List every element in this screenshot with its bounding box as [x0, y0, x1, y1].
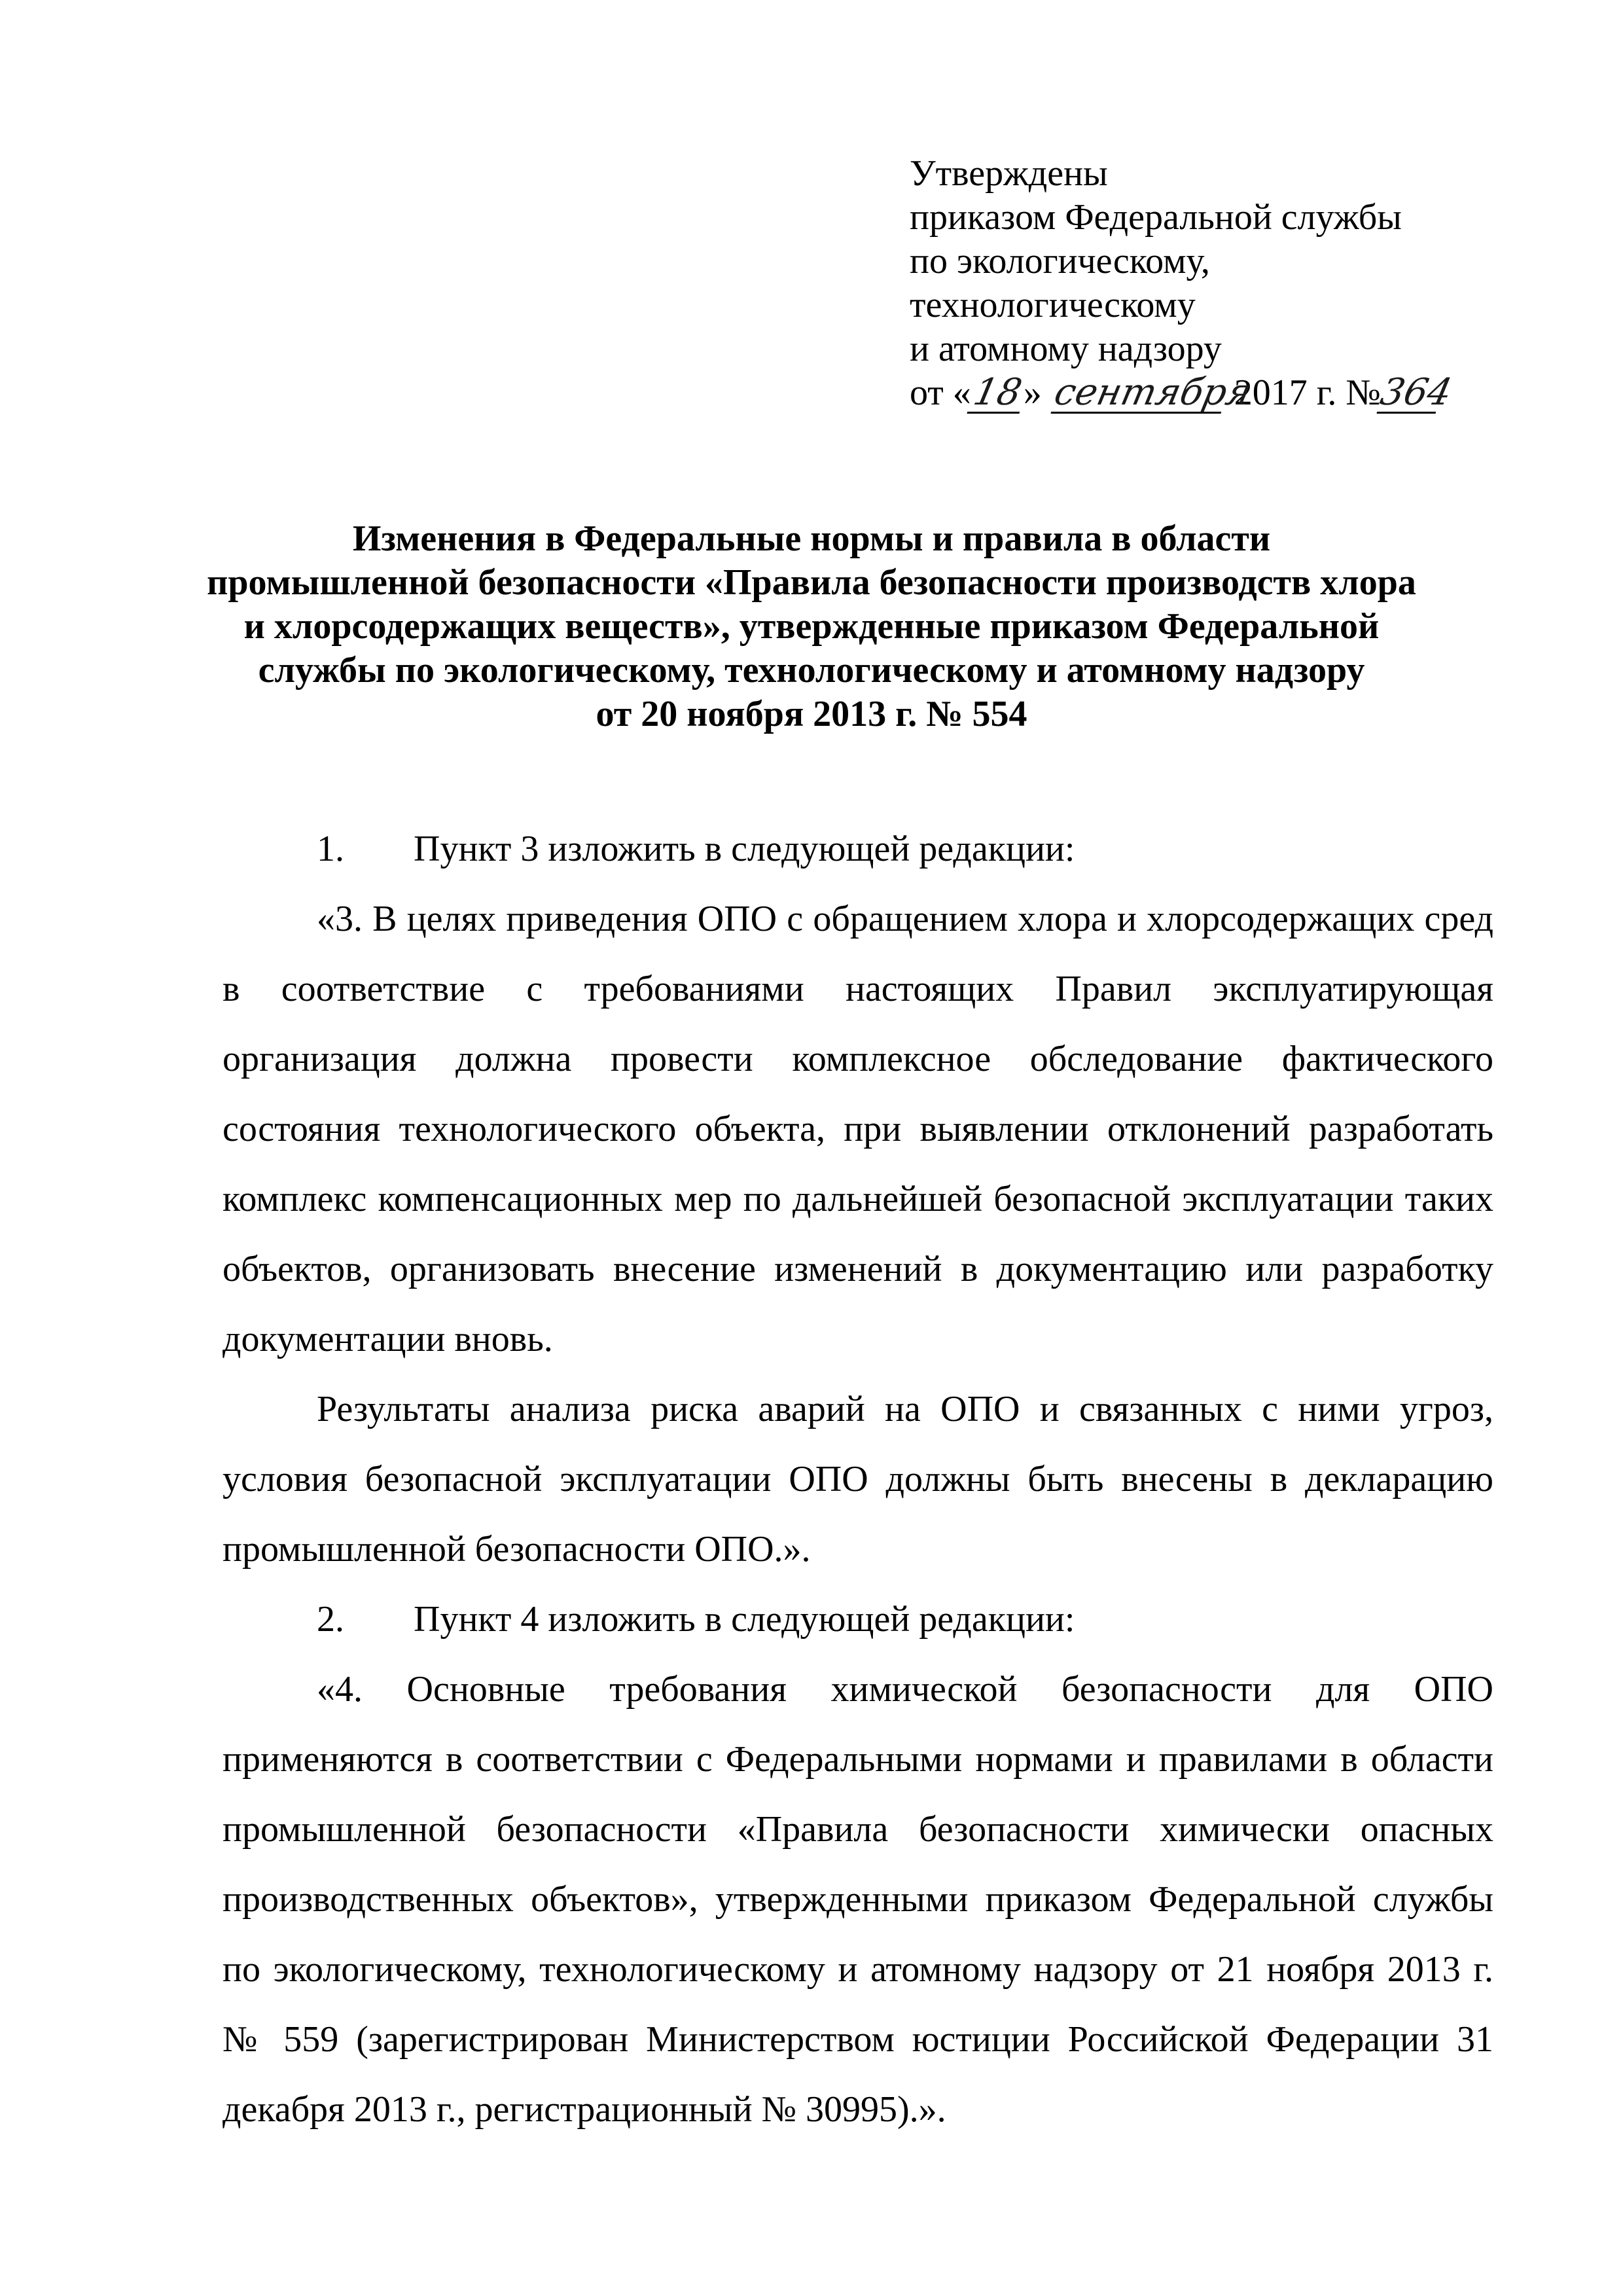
item-number: 2. — [317, 1599, 344, 1640]
title-line: Изменения в Федеральные нормы и правила в области — [352, 518, 1271, 559]
date-mid: » — [1023, 372, 1042, 413]
approval-line: и атомному надзору — [910, 329, 1222, 369]
date-year: 2017 г. № — [1234, 372, 1381, 413]
approval-block — [910, 152, 1564, 415]
approval-line: технологическому — [910, 285, 1196, 325]
amendment-item — [223, 814, 1493, 1585]
title-line: и хлорсодержащих веществ», утвержденные приказом Федеральной — [243, 606, 1380, 647]
approval-line: по экологическому, — [910, 241, 1210, 281]
item-heading-text: Пункт 3 изложить в следующей редакции: — [414, 829, 1075, 869]
approval-line: приказом Федеральной службы — [910, 197, 1402, 238]
item-heading-text: Пункт 4 изложить в следующей редакции: — [414, 1599, 1075, 1640]
title-line: от 20 ноября 2013 г. № 554 — [596, 694, 1027, 734]
paragraph: «3. В целях приведения ОПО с обращением хлора и хлорсодержащих сред в соответствие с требованиями настоящих Правил эксплуатирующая организация должна провести комплексное обследование фактического состояния технологического объекта, при выявлении отклонений разработать комплекс компенсационных мер по дальнейшей безопасной эксплуатации таких объектов, организовать внесение изменений в документацию или разработку документации вновь. — [223, 899, 1493, 1359]
title-line: промышленной безопасности «Правила безопасности производств хлора — [207, 562, 1416, 603]
document-body — [223, 814, 1493, 2145]
item-heading — [223, 814, 1493, 884]
item-heading — [223, 1585, 1493, 1655]
amendment-item — [223, 1585, 1493, 2145]
approval-date-line — [910, 371, 1564, 415]
paragraph: «4. Основные требования химической безопасности для ОПО применяются в соответствии с Федеральными нормами и правилами в области промышленной безопасности «Правила безопасности химически опасных производственных объектов», утвержденными приказом Федеральной службы по экологическому, технологическому и атомному надзору от 21 ноября 2013 г. № 559 (зарегистрирован Министерством юстиции Российской Федерации 31 декабря 2013 г., регистрационный № 30995).». — [223, 1669, 1493, 2130]
document-title — [183, 517, 1440, 736]
handwritten-month: сентября — [1050, 371, 1255, 414]
approval-line: Утверждены — [910, 153, 1108, 194]
date-prefix: от « — [910, 372, 971, 413]
title-line: службы по экологическому, технологическому и атомному надзору — [258, 650, 1365, 691]
handwritten-day: 18 — [967, 374, 1027, 414]
handwritten-order-number: 364 — [1376, 371, 1456, 414]
item-number: 1. — [317, 829, 344, 869]
paragraph: Результаты анализа риска аварий на ОПО и связанных с ними угроз, условия безопасной эксплуатации ОПО должны быть внесены в декларацию промышленной безопасности ОПО.». — [223, 1389, 1493, 1570]
